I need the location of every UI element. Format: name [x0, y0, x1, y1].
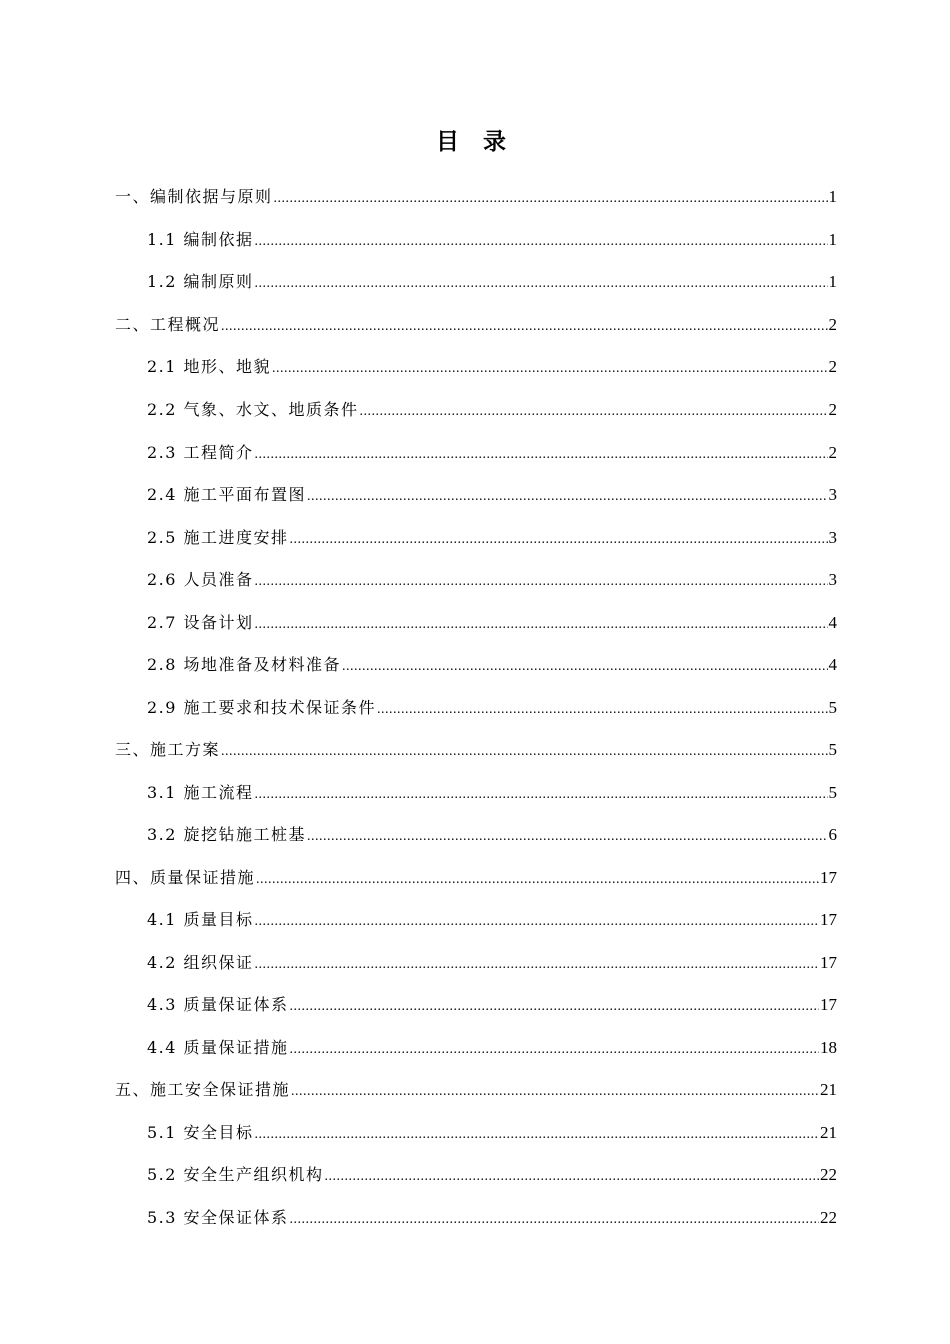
toc-entry[interactable] — [147, 352, 837, 382]
toc-dot-leader — [255, 780, 828, 810]
toc-entry-label: 4.1 质量目标 — [147, 910, 254, 929]
toc-entry[interactable] — [147, 778, 837, 808]
toc-entry-label: 二、工程概况 — [115, 315, 221, 334]
toc-entry-label: 2.6 人员准备 — [147, 570, 254, 589]
toc-entry-label: 四、质量保证措施 — [115, 868, 256, 887]
toc-page-number: 3 — [828, 485, 837, 504]
toc-entry[interactable] — [147, 820, 837, 850]
toc-page-number: 17 — [820, 995, 837, 1014]
toc-entry-label: 1.2 编制原则 — [147, 272, 254, 291]
toc-dot-leader — [221, 737, 827, 767]
toc-entry[interactable] — [147, 650, 837, 680]
toc-page-number: 4 — [828, 613, 837, 632]
toc-page-number: 17 — [820, 953, 837, 972]
toc-entry-label: 三、施工方案 — [115, 740, 221, 759]
toc-page-number: 3 — [828, 528, 837, 547]
toc-dot-leader — [290, 1205, 819, 1235]
toc-page-number: 2 — [828, 443, 837, 462]
toc-entry-label: 2.9 施工要求和技术保证条件 — [147, 698, 377, 717]
toc-page-number: 4 — [828, 655, 837, 674]
toc-page-number: 2 — [828, 400, 837, 419]
toc-page-number: 1 — [828, 187, 837, 206]
toc-entry[interactable] — [147, 608, 837, 638]
toc-dot-leader — [307, 822, 827, 852]
toc-entry[interactable] — [147, 1118, 837, 1148]
toc-dot-leader — [325, 1162, 819, 1192]
toc-entry-label: 3.1 施工流程 — [147, 783, 254, 802]
toc-dot-leader — [290, 1035, 819, 1065]
toc-dot-leader — [255, 907, 819, 937]
toc-page-number: 21 — [820, 1080, 837, 1099]
toc-entry[interactable] — [147, 693, 837, 723]
toc-entry[interactable] — [115, 1075, 837, 1105]
toc-title: 目 录 — [435, 128, 514, 155]
toc-dot-leader — [342, 652, 827, 682]
toc-dot-leader — [221, 312, 827, 342]
toc-entry[interactable] — [147, 1160, 837, 1190]
toc-page-number: 6 — [828, 825, 837, 844]
toc-page-number: 1 — [828, 230, 837, 249]
toc-entry[interactable] — [147, 948, 837, 978]
toc-page-number: 22 — [820, 1165, 837, 1184]
toc-entry-label: 2.3 工程简介 — [147, 443, 254, 462]
toc-entry-label: 5.3 安全保证体系 — [147, 1208, 289, 1227]
toc-dot-leader — [272, 354, 827, 384]
toc-dot-leader — [360, 397, 828, 427]
toc-dot-leader — [256, 865, 819, 895]
toc-entry[interactable] — [147, 990, 837, 1020]
toc-entry-label: 2.2 气象、水文、地质条件 — [147, 400, 359, 419]
toc-entry-label: 5.1 安全目标 — [147, 1123, 254, 1142]
toc-entry-label: 4.3 质量保证体系 — [147, 995, 289, 1014]
toc-page-number: 17 — [820, 910, 837, 929]
toc-dot-leader — [255, 950, 819, 980]
toc-entry[interactable] — [147, 267, 837, 297]
toc-dot-leader — [307, 482, 827, 512]
toc-page-number: 3 — [828, 570, 837, 589]
toc-entry[interactable] — [115, 863, 837, 893]
toc-entry-label: 5.2 安全生产组织机构 — [147, 1165, 324, 1184]
toc-page-number: 1 — [828, 272, 837, 291]
toc-entry[interactable] — [115, 182, 837, 212]
toc-entry-label: 一、编制依据与原则 — [115, 187, 273, 206]
toc-dot-leader — [255, 227, 828, 257]
toc-dot-leader — [290, 992, 819, 1022]
toc-entry-label: 2.7 设备计划 — [147, 613, 254, 632]
toc-page-number: 5 — [828, 783, 837, 802]
toc-dot-leader — [377, 695, 827, 725]
toc-entry-label: 1.1 编制依据 — [147, 230, 254, 249]
toc-dot-leader — [255, 610, 828, 640]
toc-entry[interactable] — [147, 905, 837, 935]
toc-entry-label: 五、施工安全保证措施 — [115, 1080, 291, 1099]
toc-dot-leader — [290, 525, 828, 555]
toc-dot-leader — [255, 440, 828, 470]
toc-page-number: 5 — [828, 698, 837, 717]
toc-entry[interactable] — [115, 310, 837, 340]
toc-entry[interactable] — [147, 523, 837, 553]
toc-entry-label: 4.2 组织保证 — [147, 953, 254, 972]
toc-entry[interactable] — [115, 735, 837, 765]
toc-dot-leader — [274, 184, 828, 214]
toc-page-number: 22 — [820, 1208, 837, 1227]
toc-dot-leader — [291, 1077, 819, 1107]
toc-entry-label: 4.4 质量保证措施 — [147, 1038, 289, 1057]
toc-entry[interactable] — [147, 480, 837, 510]
toc-entry-label: 2.4 施工平面布置图 — [147, 485, 307, 504]
toc-page-number: 2 — [828, 315, 837, 334]
toc-entry-label: 2.5 施工进度安排 — [147, 528, 289, 547]
toc-page-number: 5 — [828, 740, 837, 759]
toc-page-number: 17 — [820, 868, 837, 887]
toc-entry-label: 3.2 旋挖钻施工桩基 — [147, 825, 307, 844]
toc-page-number: 2 — [828, 357, 837, 376]
toc-entry[interactable] — [147, 395, 837, 425]
toc-entry[interactable] — [147, 1203, 837, 1233]
toc-entry[interactable] — [147, 225, 837, 255]
toc-entry[interactable] — [147, 1033, 837, 1063]
toc-entry-label: 2.8 场地准备及材料准备 — [147, 655, 342, 674]
toc-entry[interactable] — [147, 438, 837, 468]
toc-dot-leader — [255, 269, 828, 299]
toc-entry[interactable] — [147, 565, 837, 595]
toc-entry-label: 2.1 地形、地貌 — [147, 357, 272, 376]
toc-dot-leader — [255, 1120, 819, 1150]
toc-page-number: 21 — [820, 1123, 837, 1142]
toc-page-number: 18 — [820, 1038, 837, 1057]
toc-dot-leader — [255, 567, 828, 597]
